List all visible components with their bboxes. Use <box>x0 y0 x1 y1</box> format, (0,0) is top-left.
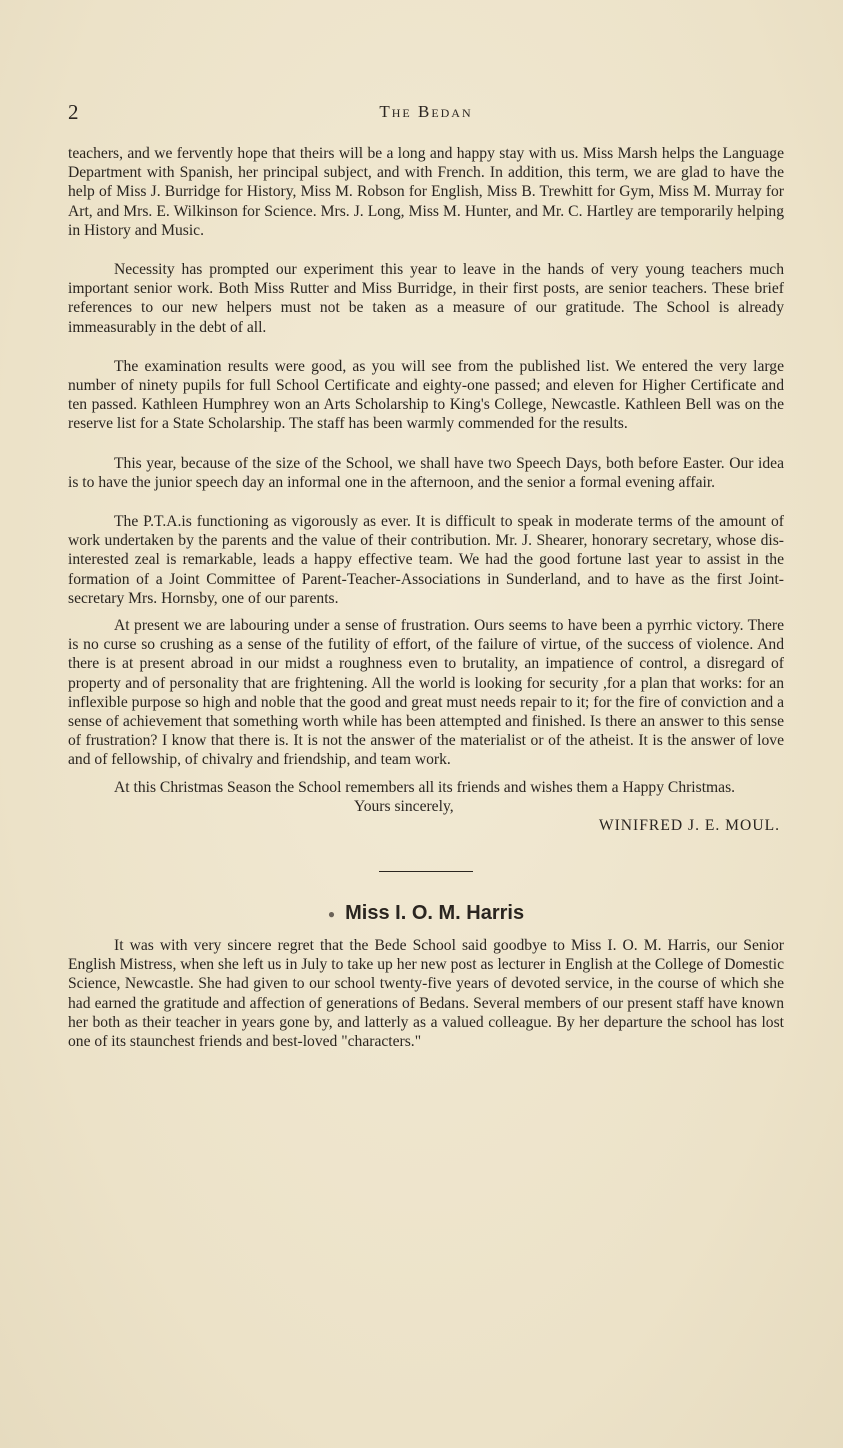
paragraph-speech-days: This year, because of the size of the School, we shall have two Speech Days, both before Easter. Our idea is to have the junior speech day an informal one in the afternoon, and the senior a formal evening affair. <box>68 454 784 491</box>
paragraph-pta: The P.T.A.is functioning as vigorously as ever. It is difficult to speak in moderate terms of the amount of work undertaken by the parents and the value of their contribution. Mr. J. Shearer, honorary secretary, whose dis-interested zeal is remarkable, leads a happy effective team. We had the good fortune last year to assist in the formation of a Joint Committee of Parent-Teacher-Associations in Sunderland, and to have as the first Joint-secretary Mrs. Hornsby, one of our parents. <box>68 513 784 607</box>
paragraph-frustration: At present we are labouring under a sense of frustration. Ours seems to have been a pyrrhic victory. There is no curse so crushing as a sense of the futility of effort, of the failure of virtue, of the success of violence. And there is at present abroad in our midst a roughness even to brutality, an impatience of control, a disregard of property and of personality that are frightening. All the world is looking for security ,for a plan that works: for an inflexible purpose so high and noble that the good and great must needs repair to it; for the fire of conviction and a sense of achievement that something worth while has been attempted and finished. Is there an answer to this sense of frustration? I know that there is. It is not the answer of the materialist or of the atheist. It is the answer of love and of fellowship, of chivalry and friendship, and team work. <box>68 617 784 769</box>
paragraph-examinations: The examination results were good, as you will see from the published list. We entered the very large number of ninety pupils for full School Certificate and eighty-one passed; and eleven for Higher Certificate and ten passed. Kathleen Humphrey won an Arts Scholarship to King's College, Newcastle. Kathleen Bell was on the reserve list for a State Scholarship. The staff has been warmly commended for the results. <box>68 357 784 433</box>
page-header <box>68 100 784 130</box>
closing-salutation: Yours sincerely, <box>354 797 454 815</box>
signature: WINIFRED J. E. MOUL. <box>598 817 780 835</box>
section-title-text: Miss I. O. M. Harris <box>345 902 525 925</box>
page-number: 2 <box>68 100 79 124</box>
paragraph-continued: teachers, and we fervently hope that theirs will be a long and happy stay with us. Miss Marsh helps the Language Department with Spanish, her principal subject, and with French. In addition, this term, we are glad to have the help of Miss J. Burridge for History, Miss M. Robson for English, Miss B. Trewhitt for Gym, Miss M. Murray for Art, and Mrs. E. Wilkinson for Science. Mrs. J. Long, Miss M. Hunter, and Mr. C. Hartley are temporarily helping in History and Music. <box>68 145 784 239</box>
article-body <box>68 144 784 1051</box>
paragraph-experiment: Necessity has prompted our experiment this year to leave in the hands of very young teachers much important senior work. Both Miss Rutter and Miss Burridge, in their first posts, are senior teachers. These brief references to our new helpers must not be taken as a measure of our gratitude. The School is already immeasurably in the debt of all. <box>68 261 784 336</box>
paragraph-christmas: At this Christmas Season the School remembers all its friends and wishes them a Happy Christmas. <box>114 778 736 796</box>
section-heading <box>68 901 784 926</box>
paragraph-harris: It was with very sincere regret that the Bede School said goodbye to Miss I. O. M. Harris, our Senior English Mistress, when she left us in July to take up her new post as lecturer in English at the College of Domestic Science, Newcastle. She had given to our school twenty-five years of devoted service, in the course of which she had earned the gratitude and affection of generations of Bedans. Several members of our present staff have known her both as their teacher in years gone by, and latterly as a valued colleague. By her departure the school has lost one of its staunchest friends and best-loved "characters." <box>68 937 784 1051</box>
section-divider <box>379 871 473 872</box>
running-title: The Bedan <box>379 102 473 121</box>
bullet-icon: ● <box>327 907 336 922</box>
